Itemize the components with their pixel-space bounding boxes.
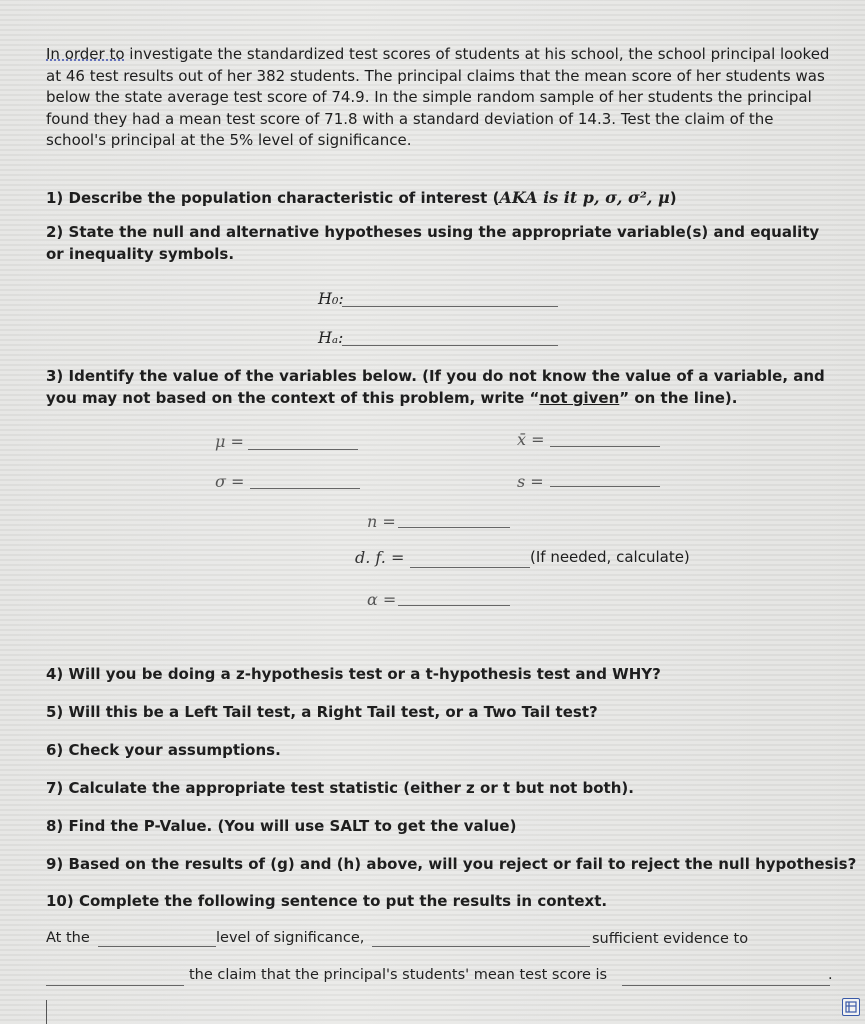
n-label: n =: [367, 512, 396, 531]
evidence-blank-line[interactable]: [372, 946, 590, 947]
q3-not-given: not given: [539, 389, 620, 407]
sigma-answer-line[interactable]: [250, 488, 360, 489]
h0-label: H₀:: [318, 289, 344, 308]
conclusion-sufficient: sufficient evidence to: [592, 931, 749, 947]
question-6: 6) Check your assumptions.: [46, 741, 281, 759]
page-margin-line: [46, 1000, 47, 1024]
s-label: s =: [517, 472, 544, 491]
tool-icon-glyph: [843, 999, 859, 1015]
intro-underlined: In order to: [46, 45, 125, 63]
document-tool-icon[interactable]: [842, 998, 860, 1016]
q1-math: AKA is it p, σ, σ², μ: [499, 188, 670, 207]
q1-text: 1) Describe the population characteristic of interest (: [46, 189, 500, 207]
problem-intro: [46, 44, 836, 152]
alpha-label: α =: [367, 590, 397, 609]
q1-close: ): [669, 189, 677, 207]
n-answer-line[interactable]: [398, 527, 510, 528]
sigma-label: σ =: [215, 472, 245, 491]
df-answer-line[interactable]: [410, 567, 530, 568]
intro-text: investigate the standardized test scores of students at his school, the school principal looked at 46 test results out of her 382 students. The principal claims that the mean score of her students was below the state average test score of 74.9. In the simple random sample of her students the principal found they had a mean test score of 71.8 with a standard deviation of 14.3. Test the claim of the school's principal at the 5% level of significance.: [46, 45, 830, 149]
result-blank-line[interactable]: [622, 985, 830, 986]
mu-answer-line[interactable]: [248, 449, 358, 450]
action-blank-line[interactable]: [46, 985, 184, 986]
question-3: [46, 365, 836, 409]
mu-label: μ =: [215, 432, 244, 451]
df-note: (If needed, calculate): [530, 548, 690, 566]
question-2: 2) State the null and alternative hypotheses using the appropriate variable(s) and equality or inequality symbols.: [46, 223, 820, 263]
alpha-blank-line[interactable]: [98, 946, 216, 947]
alpha-answer-line[interactable]: [398, 605, 510, 606]
h0-answer-line[interactable]: [342, 306, 558, 307]
ha-answer-line[interactable]: [342, 345, 558, 346]
question-4: 4) Will you be doing a z-hypothesis test or a t-hypothesis test and WHY?: [46, 665, 661, 683]
question-7: 7) Calculate the appropriate test statistic (either z or t but not both).: [46, 779, 634, 797]
conclusion-at-the: At the: [46, 930, 90, 946]
conclusion-claim: the claim that the principal's students' mean test score is: [189, 967, 608, 983]
question-9: 9) Based on the results of (g) and (h) above, will you reject or fail to reject the null hypothesis?: [46, 855, 857, 873]
question-5: 5) Will this be a Left Tail test, a Right Tail test, or a Two Tail test?: [46, 703, 598, 721]
ha-label: Hₐ:: [318, 328, 344, 347]
question-8: 8) Find the P-Value. (You will use SALT to get the value): [46, 817, 517, 835]
conclusion-level: level of significance,: [216, 930, 365, 946]
df-label: d. f. =: [355, 548, 405, 567]
question-10: 10) Complete the following sentence to put the results in context.: [46, 892, 608, 910]
conclusion-period: .: [828, 967, 833, 983]
s-answer-line[interactable]: [550, 486, 660, 487]
xbar-answer-line[interactable]: [550, 446, 660, 447]
question-1: [46, 188, 677, 207]
q3-text-after: ” on the line).: [619, 389, 738, 407]
q3-text-before: 3) Identify the value of the variables below. (If you do not know the value of a variable, and you may not based on the context of this problem, write “: [46, 367, 825, 407]
xbar-label: x̄ =: [517, 430, 545, 449]
